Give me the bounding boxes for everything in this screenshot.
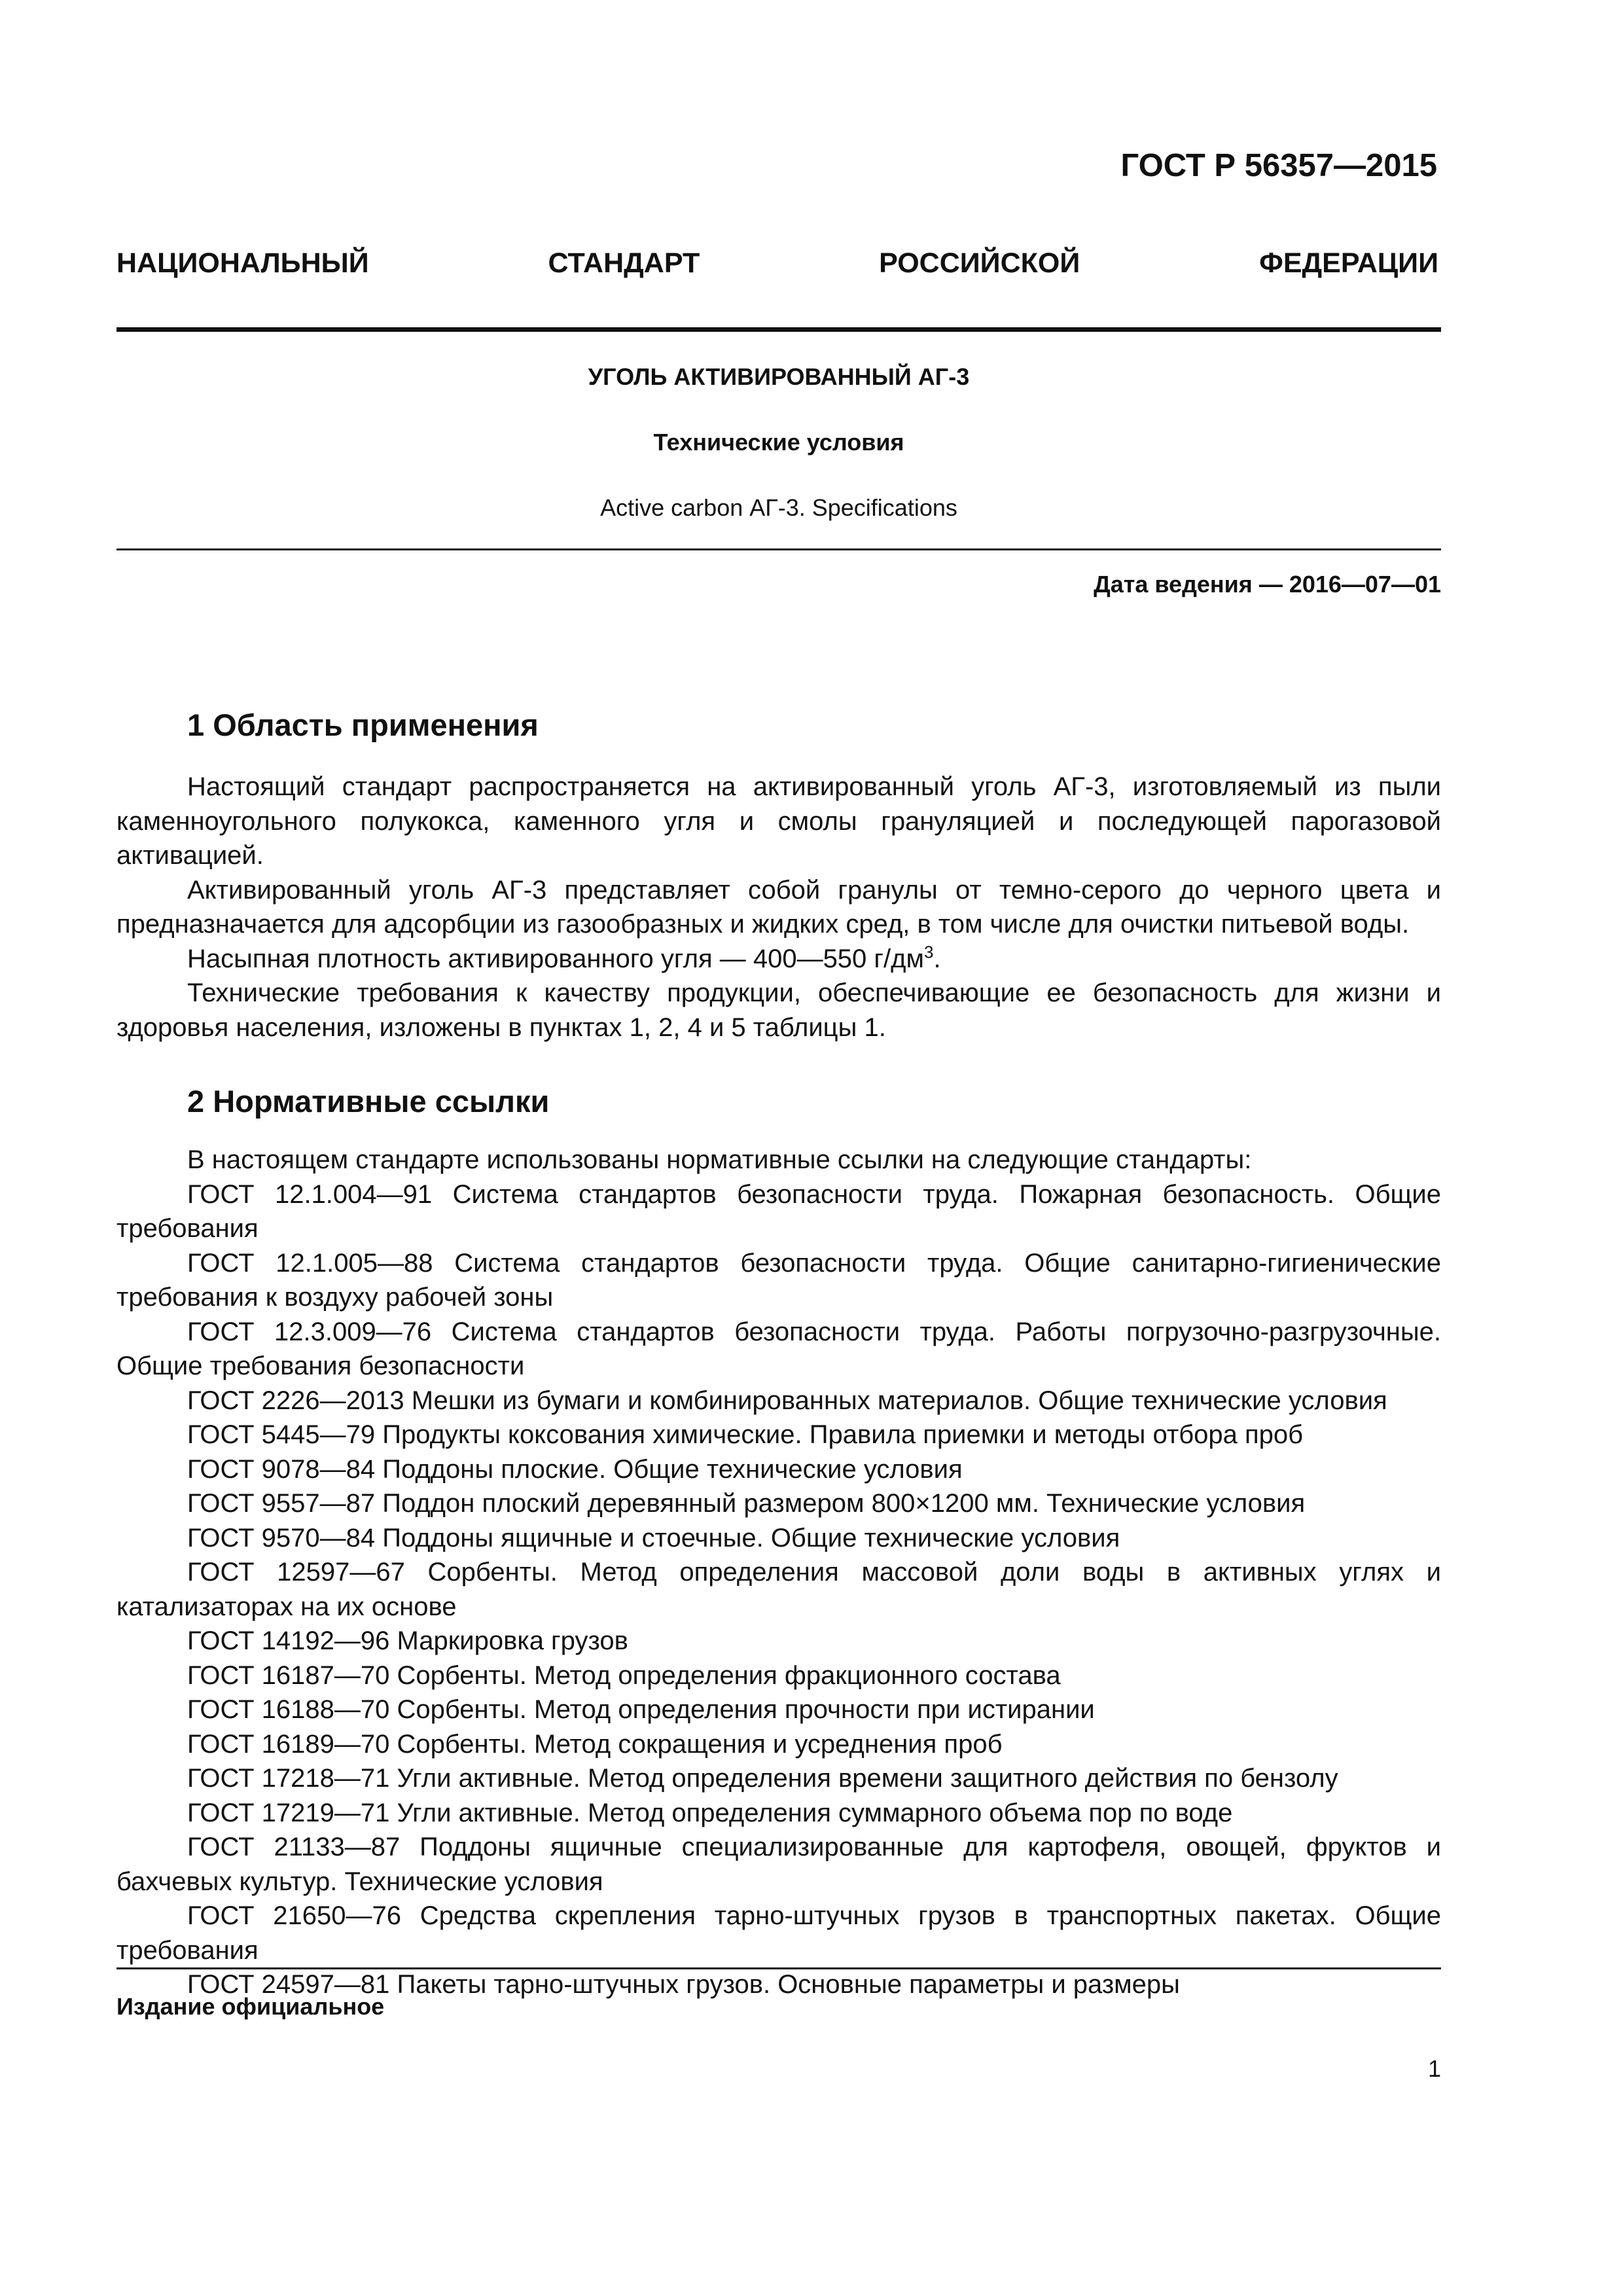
national-word-4: ФЕДЕРАЦИИ [1259, 247, 1438, 279]
page-number: 1 [1427, 2055, 1441, 2082]
reference-item: ГОСТ 17218—71 Угли активные. Метод определения времени защитного действия по бензолу [187, 1764, 1338, 1793]
section-1-body [116, 770, 1441, 1045]
reference-item: ГОСТ 16189—70 Сорбенты. Метод сокращения и усреднения проб [187, 1729, 1003, 1759]
reference-item: ГОСТ 14192—96 Маркировка грузов [187, 1626, 628, 1655]
document-title: УГОЛЬ АКТИВИРОВАННЫЙ АГ-3 [588, 363, 970, 390]
reference-item: ГОСТ 12.1.004—91 Система стандартов безопасности труда. Пожарная безопасность. Общие требования [116, 1179, 1441, 1243]
density-end: . [933, 944, 941, 973]
document-english-title: Active carbon АГ-3. Specifications [600, 494, 957, 521]
density-text: Насыпная плотность активированного угля — 400—550 г/дм [187, 944, 924, 973]
official-edition-label: Издание официальное [116, 1993, 385, 2020]
effective-date: Дата ведения — 2016—07—01 [1094, 571, 1441, 598]
paragraph: Активированный уголь АГ-3 представляет собой гранулы от темно-серого до черного цвета и предназначается для адсорбции из газообразных и жидких сред, в том числе для очистки питьевой воды. [116, 875, 1441, 939]
title-divider [116, 548, 1441, 550]
reference-item: ГОСТ 21133—87 Поддоны ящичные специализированные для картофеля, овощей, фруктов и бахчевых культур. Технические условия [116, 1833, 1441, 1896]
reference-item: ГОСТ 17219—71 Угли активные. Метод определения суммарного объема пор по воде [187, 1798, 1233, 1827]
section-2-heading: 2 Нормативные ссылки [187, 1084, 550, 1119]
reference-item: ГОСТ 16187—70 Сорбенты. Метод определения фракционного состава [187, 1660, 1061, 1690]
reference-item: ГОСТ 12.3.009—76 Система стандартов безопасности труда. Работы погрузочно-разгрузочные. Общие требования безопасности [116, 1317, 1441, 1380]
reference-item: ГОСТ 9570—84 Поддоны ящичные и стоечные. Общие технические условия [187, 1523, 1120, 1552]
reference-item: ГОСТ 2226—2013 Мешки из бумаги и комбинированных материалов. Общие технические условия [187, 1386, 1387, 1415]
national-word-3: РОССИЙСКОЙ [879, 247, 1080, 279]
section-1-heading: 1 Область применения [187, 708, 539, 742]
reference-item: ГОСТ 16188—70 Сорбенты. Метод определения прочности при истирании [187, 1695, 1095, 1724]
footer-divider [116, 1967, 1441, 1969]
reference-item: ГОСТ 9078—84 Поддоны плоские. Общие технические условия [187, 1454, 963, 1484]
standard-code: ГОСТ Р 56357—2015 [1120, 148, 1437, 183]
national-word-2: СТАНДАРТ [548, 247, 700, 279]
superscript: 3 [923, 942, 934, 962]
reference-item: ГОСТ 5445—79 Продукты коксования химические. Правила приемки и методы отбора проб [187, 1420, 1304, 1449]
reference-item: ГОСТ 21650—76 Средства скрепления тарно-штучных грузов в транспортных пакетах. Общие требования [116, 1901, 1441, 1965]
national-standard-title [116, 247, 1438, 279]
paragraph: Настоящий стандарт распространяется на активированный уголь АГ-3, изготовляемый из пыли каменноугольного полукокса, каменного угля и смолы грануляцией и последующей парогазовой активацией. [116, 772, 1441, 870]
reference-item: ГОСТ 12597—67 Сорбенты. Метод определения массовой доли воды в активных углях и катализаторах на их основе [116, 1558, 1441, 1621]
paragraph: Технические требования к качеству продукции, обеспечивающие ее безопасность для жизни и здоровья населения, изложены в пунктах 1, 2, 4 и 5 таблицы 1. [116, 978, 1441, 1042]
header-divider [116, 327, 1441, 332]
section-2-body [116, 1143, 1441, 2002]
national-word-1: НАЦИОНАЛЬНЫЙ [116, 247, 369, 279]
document-subtitle: Технические условия [653, 429, 904, 456]
reference-item: ГОСТ 24597—81 Пакеты тарно-штучных грузов. Основные параметры и размеры [187, 1970, 1180, 1999]
reference-item: ГОСТ 12.1.005—88 Система стандартов безопасности труда. Общие санитарно-гигиенические требования к воздуху рабочей зоны [116, 1248, 1441, 1312]
reference-item: ГОСТ 9557—87 Поддон плоский деревянный размером 800×1200 мм. Технические условия [187, 1489, 1306, 1518]
refs-intro: В настоящем стандарте использованы нормативные ссылки на следующие стандарты: [187, 1145, 1252, 1174]
paragraph [116, 942, 1441, 977]
